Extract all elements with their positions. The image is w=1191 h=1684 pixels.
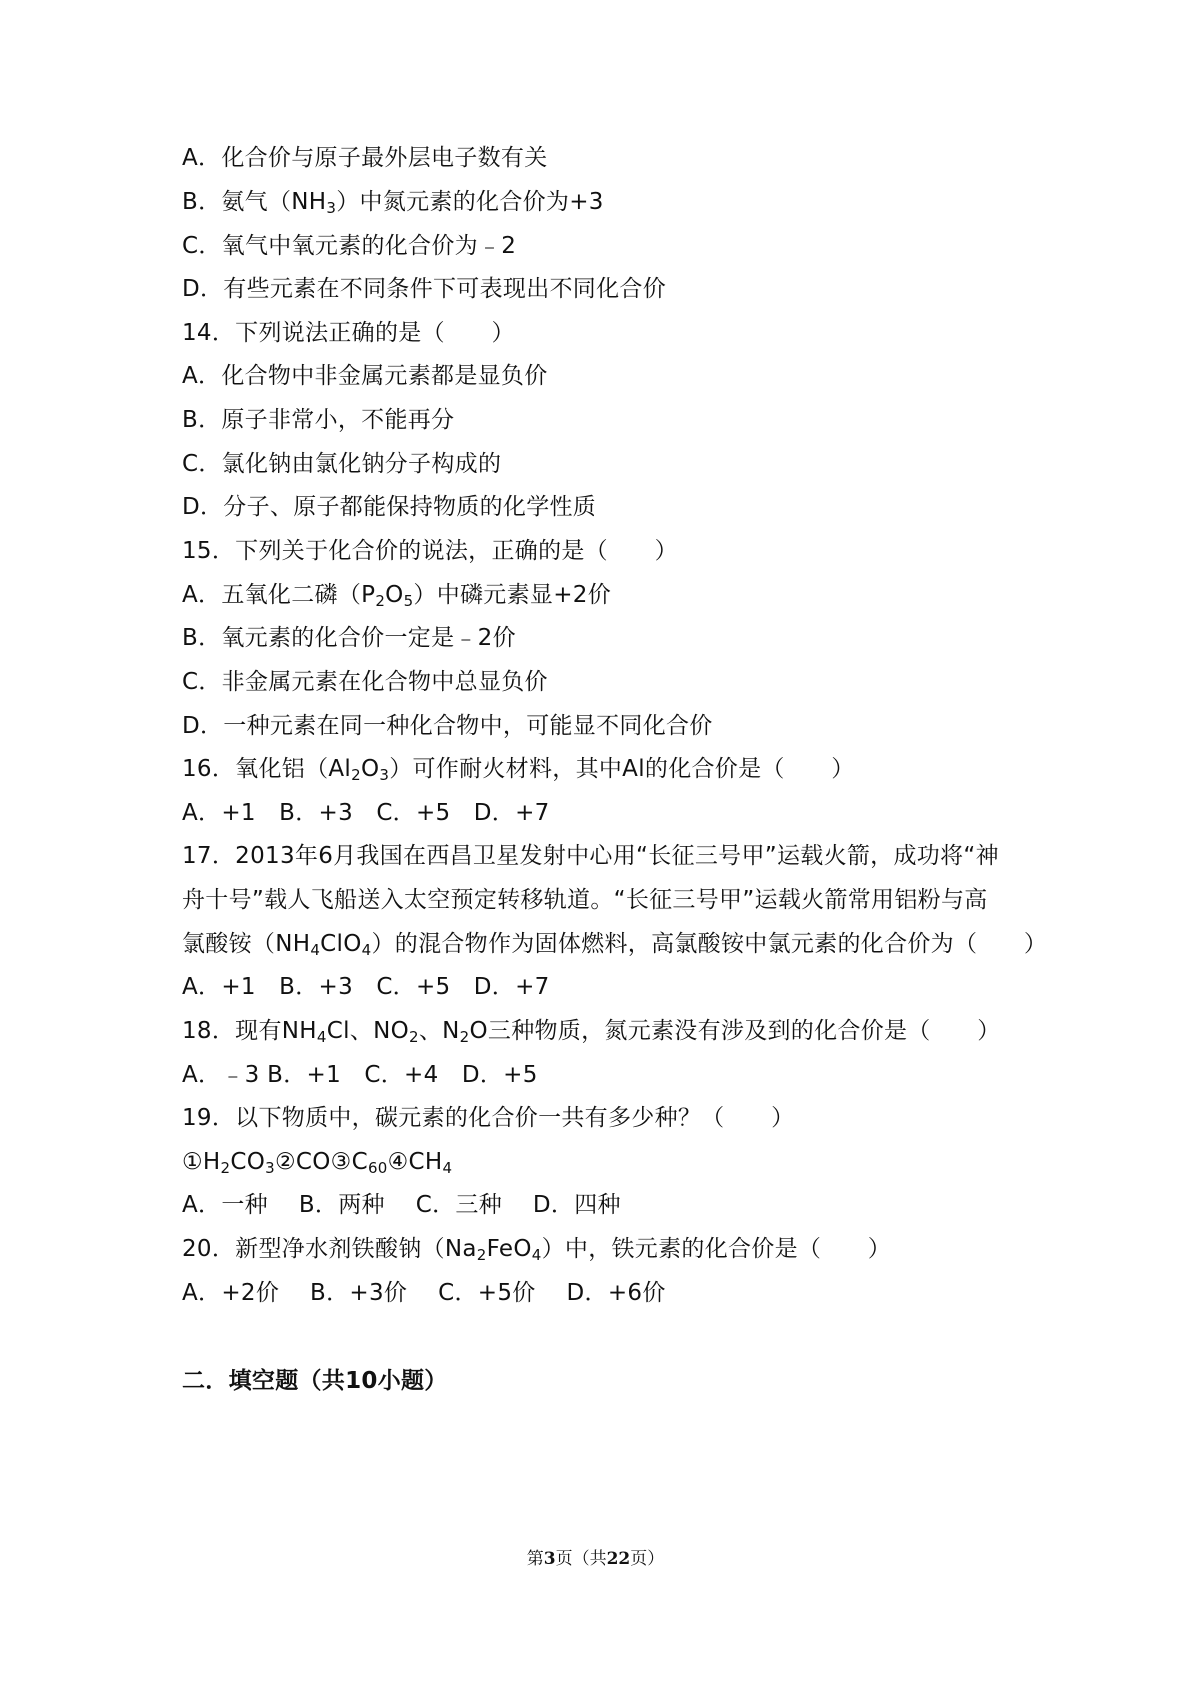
- q16-options: A．+1 B．+3 C．+5 D．+7: [182, 800, 550, 826]
- q17-stem-line3: 氯酸铵$(NH_4ClO_4)$的混合物作为固体燃料，高氯酸铵中氯元素的化合价为（ ）: [182, 931, 1048, 959]
- q14-option-b: B．原子非常小，不能再分: [182, 407, 455, 433]
- q19-options: A．一种 B．两种 C．三种 D．四种: [182, 1192, 621, 1218]
- q14-option-a: A．化合物中非金属元素都是显负价: [182, 363, 548, 389]
- page-footer: 第3页（共22页）: [526, 1549, 665, 1569]
- q19-stem: 19．以下物质中，碳元素的化合价一共有多少种？（ ）: [182, 1105, 795, 1131]
- q17-stem-line1: 17．2013年6月我国在西昌卫星发射中心用“长征三号甲”运载火箭，成功将“神: [182, 843, 999, 869]
- q17-options: A．+1 B．+3 C．+5 D．+7: [182, 974, 550, 1000]
- q15-option-d: D．一种元素在同一种化合物中，可能显不同化合价: [182, 713, 713, 739]
- q15-stem: 15．下列关于化合价的说法，正确的是（ ）: [182, 538, 678, 564]
- q14-option-c: C．氯化钠由氯化钠分子构成的: [182, 451, 502, 477]
- q13-option-d: D．有些元素在不同条件下可表现出不同化合价: [182, 276, 667, 302]
- q13-option-a: A．化合价与原子最外层电子数有关: [182, 145, 548, 171]
- q20-options: A．+2价 B．+3价 C．+5价 D．+6价: [182, 1280, 666, 1306]
- q14-stem: 14．下列说法正确的是（ ）: [182, 320, 515, 346]
- q17-stem-line2: 舟十号”载人飞船送入太空预定转移轨道。“长征三号甲”运载火箭常用铝粉与高: [182, 887, 988, 913]
- q13-option-b: B．氨气$(NH_3)$中氮元素的化合价为+3: [182, 189, 604, 217]
- q13-option-c: C．氧气中氧元素的化合价为﹣2: [182, 233, 517, 259]
- q20-stem: 20．新型净水剂铁酸钠$(Na_2FeO_4)$中，铁元素的化合价是（ ）: [182, 1236, 892, 1264]
- q18-stem: 18．现有$NH_4Cl$、$NO_2$、$N_2O$三种物质，氮元素没有涉及到的化合价是（ ）: [182, 1018, 1001, 1046]
- q15-option-c: C．非金属元素在化合物中总显负价: [182, 669, 548, 695]
- q18-options: A．﹣3 B．+1 C．+4 D．+5: [182, 1062, 538, 1088]
- q15-option-b: B．氧元素的化合价一定是﹣2价: [182, 625, 516, 651]
- section-heading: 二．填空题（共10小题）: [182, 1368, 448, 1394]
- q15-option-a: A．五氧化二磷$(P_2O_5)$中磷元素显+2价: [182, 582, 612, 610]
- q14-option-d: D．分子、原子都能保持物质的化学性质: [182, 494, 597, 520]
- q19-formulas: $①H_2CO_3②CO③C_{60}④CH_4$: [182, 1149, 453, 1177]
- q16-stem: 16．氧化铝$(Al_2O_3)$可作耐火材料，其中Al的化合价是（ ）: [182, 756, 855, 784]
